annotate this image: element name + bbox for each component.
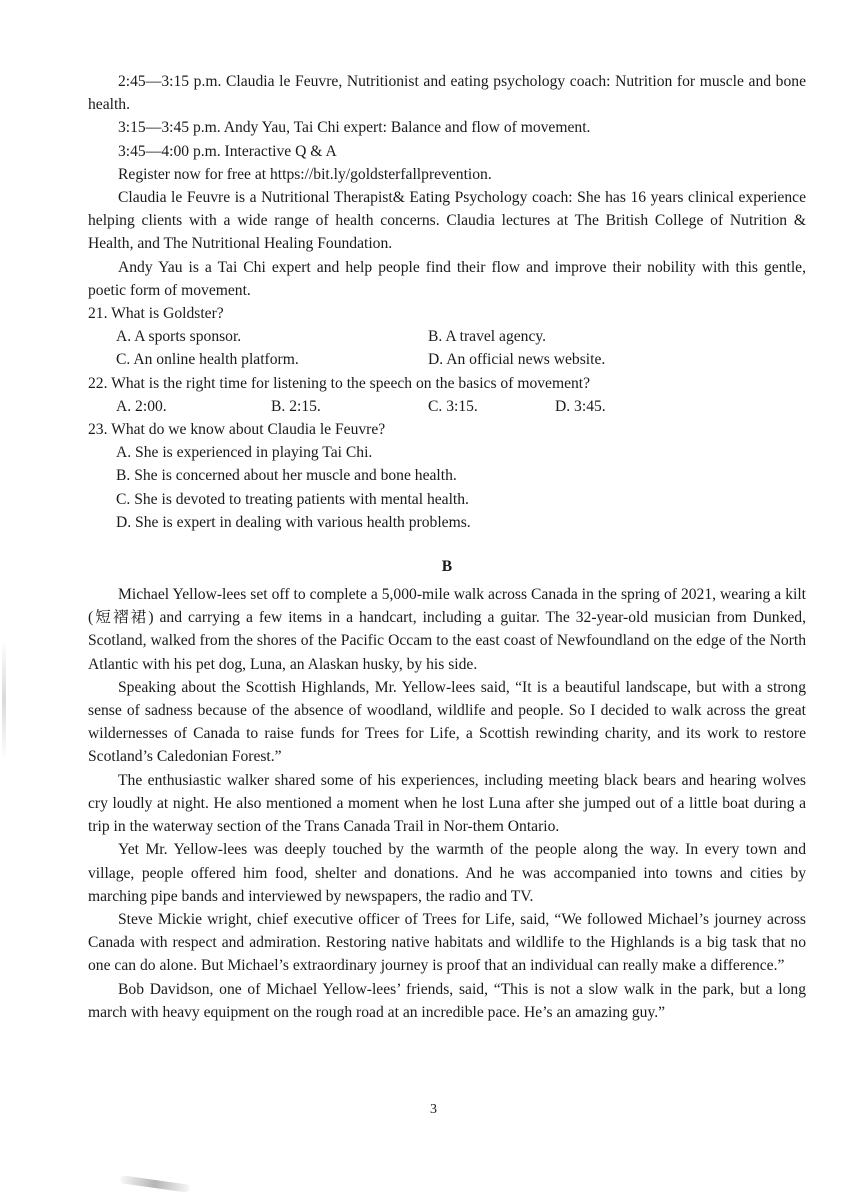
option-d: D. She is expert in dealing with various health problems. <box>116 513 471 531</box>
option-a: A. A sports sponsor. <box>116 328 242 346</box>
scan-smudge <box>120 1175 190 1193</box>
schedule-item: 3:15—3:45 p.m. Andy Yau, Tai Chi expert: Balance and flow of movement. <box>118 119 591 137</box>
passage-paragraph: Steve Mickie wright, chief executive officer of Trees for Life, said, “We followed Michael’s journey across Canada with respect and admiration. Restoring native habitats and wildlife to the Highlands is a big task that no one can do alone. But Michael’s extraordinary journey is proof that an individual can really make a difference.” <box>88 910 806 975</box>
document-page <box>88 70 806 1024</box>
schedule-item: 3:45—4:00 p.m. Interactive Q & A <box>118 142 337 160</box>
option-b: B. 2:15. <box>271 397 321 415</box>
passage-paragraph: Speaking about the Scottish Highlands, Mr. Yellow-lees said, “It is a beautiful landscape, but with a strong sense of sadness because of the absence of woodland, wildlife and people. So I decided to walk across the great wildernesses of Canada to raise funds for Trees for Life, a Scottish rewinding charity, and its work to restore Scotland’s Caledonian Forest.” <box>88 678 806 766</box>
option-d: D. 3:45. <box>555 397 606 415</box>
question-23 <box>88 418 806 534</box>
passage-paragraph: Yet Mr. Yellow-lees was deeply touched by the warmth of the people along the way. In every town and village, people offered him food, shelter and donations. And he was accompanied into towns and cities by marching pipe bands and interviewed by newspapers, the radio and TV. <box>88 841 806 905</box>
passage-paragraph: Michael Yellow-lees set off to complete a 5,000-mile walk across Canada in the spring of 2021, wearing a kilt (短褶裙) and carrying a few items in a handcart, including a guitar. The 32-year-old musician from Dunked, Scotland, walked from the shores of the Pacific Occam to the east coast of Newfoundland on the edge of the North Atlantic with his pet dog, Luna, an Alaskan husky, by his side. <box>88 586 806 673</box>
register-line: Register now for free at https://bit.ly/goldsterfallprevention. <box>118 165 492 183</box>
option-b: B. A travel agency. <box>428 328 547 346</box>
scan-edge-mark <box>2 640 6 760</box>
question-stem: 23. What do we know about Claudia le Feuvre? <box>88 421 386 439</box>
option-d: D. An official news website. <box>428 351 606 369</box>
option-row <box>88 395 806 418</box>
bio-claudia: Claudia le Feuvre is a Nutritional Therapist& Eating Psychology coach: She has 16 years clinical experience helping clients with a wide range of health concerns. Claudia lectures at The British College of Nutrition & Health, and The Nutritional Healing Foundation. <box>88 189 806 253</box>
option-row <box>88 325 806 348</box>
option-b: B. She is concerned about her muscle and bone health. <box>116 467 457 485</box>
question-stem: 22. What is the right time for listening to the speech on the basics of movement? <box>88 374 591 392</box>
option-a: A. 2:00. <box>116 397 167 415</box>
option-row <box>88 348 806 371</box>
question-21 <box>88 302 806 372</box>
passage-paragraph: Bob Davidson, one of Michael Yellow-lees’ friends, said, “This is not a slow walk in the park, but a long march with heavy equipment on the rough road at an incredible pace. He’s an amazing guy.” <box>88 980 806 1021</box>
schedule-item: 2:45—3:15 p.m. Claudia le Feuvre, Nutritionist and eating psychology coach: Nutrition for muscle and bone health. <box>88 73 806 114</box>
page-number: 3 <box>430 1102 437 1117</box>
bio-andy: Andy Yau is a Tai Chi expert and help people find their flow and improve their nobility with this gentle, poetic form of movement. <box>88 258 806 299</box>
option-a: A. She is experienced in playing Tai Chi. <box>116 444 373 462</box>
option-c: C. 3:15. <box>428 397 478 415</box>
option-c: C. She is devoted to treating patients with mental health. <box>116 490 469 508</box>
section-heading: B <box>441 558 453 576</box>
option-c: C. An online health platform. <box>116 351 299 369</box>
question-22 <box>88 372 806 418</box>
passage-paragraph: The enthusiastic walker shared some of his experiences, including meeting black bears and hearing wolves cry loudly at night. He also mentioned a moment when he lost Luna after she jumped out of a little boat during a trip in the waterway section of the Trans Canada Trail in Nor-them Ontario. <box>88 771 806 836</box>
question-stem: 21. What is Goldster? <box>88 305 224 323</box>
